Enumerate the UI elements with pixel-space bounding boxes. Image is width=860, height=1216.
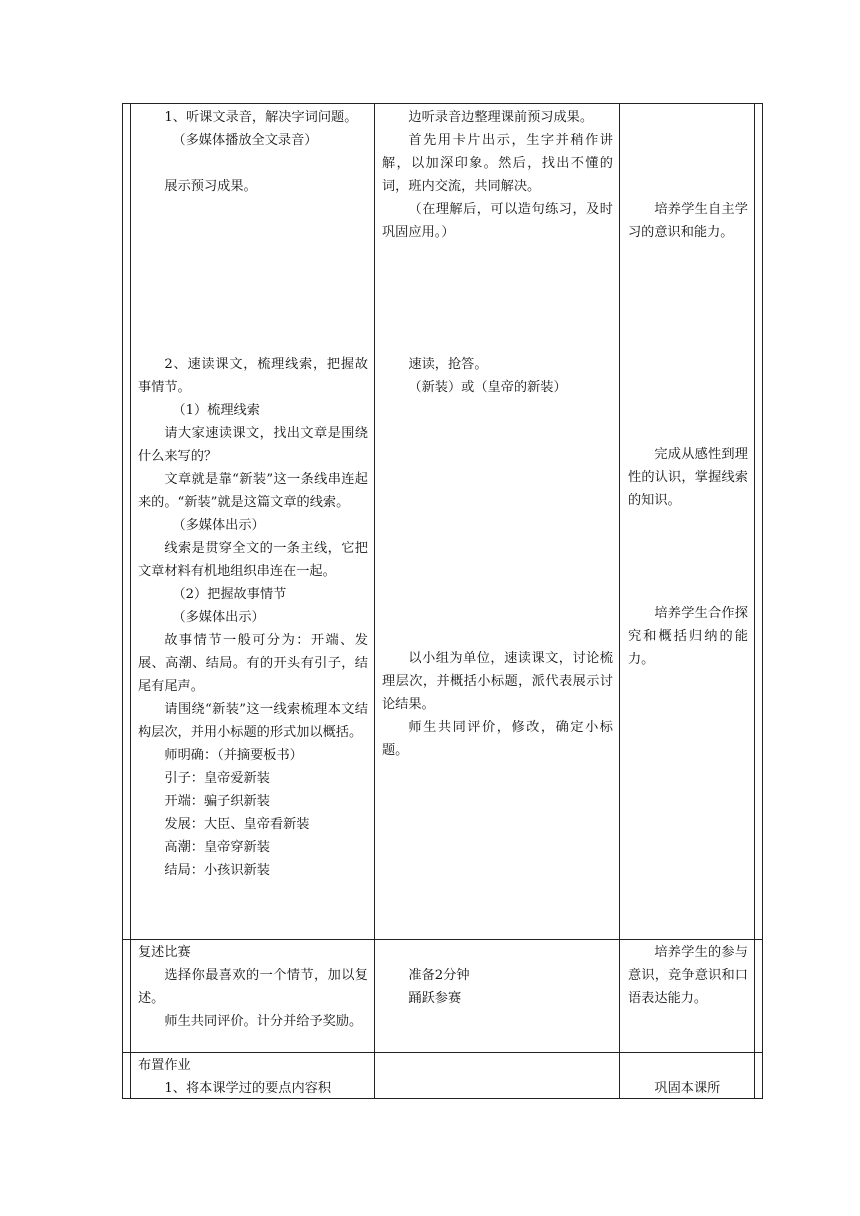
column-divider-2	[619, 103, 620, 1099]
table-border-left-inner	[130, 103, 131, 1099]
intent-perception: 完成从感性到理性的认识，掌握线索的知识。	[628, 447, 748, 508]
table-border-left-outer	[122, 103, 123, 1099]
homework-item-1: 1、将本课学过的要点内容积	[164, 1081, 332, 1096]
outline-climax: 高潮：皇帝穿新装	[164, 840, 270, 855]
row1-student-cell	[382, 106, 613, 244]
row3-intent-cell	[628, 941, 748, 1010]
teacher-clue-explain: 文章就是靠“新装”这一条线串连起来的。“新装”就是这篇文章的线索。	[138, 472, 368, 510]
homework-title: 布置作业	[138, 1058, 191, 1073]
retelling-contest-title: 复述比赛	[138, 945, 191, 960]
teacher-plot-stages: 故事情节一般可分为：开端、发展、高潮、结局。有的开头有引子，结尾有尾声。	[138, 633, 368, 694]
intent-cooperation: 培养学生合作探究和概括归纳的能力。	[628, 606, 748, 667]
row2-intent-cell-a	[628, 443, 748, 512]
teacher-media-note: （多媒体播放全文录音）	[172, 133, 318, 148]
student-answer: （新装）或（皇帝的新装）	[408, 380, 567, 395]
teacher-clue-definition: 线索是贯穿全文的一条主线，它把文章材料有机地组织串连在一起。	[138, 541, 368, 579]
teacher-step-1: 1、听课文录音，解决字词问题。	[164, 110, 358, 125]
student-card-explain: 首先用卡片出示，生字并稍作讲解，以加深印象。然后，找出不懂的词，班内交流，共同解决。	[382, 133, 613, 194]
student-evaluate: 师生共同评价，修改，确定小标题。	[382, 720, 613, 758]
teacher-clarify: 师明确：（并摘要板书）	[164, 748, 303, 763]
teacher-sub-1: （1）梳理线索	[172, 403, 260, 418]
outline-ending: 结局：小孩识新装	[164, 863, 270, 878]
outline-development: 发展：大臣、皇帝看新装	[164, 817, 310, 832]
student-participate: 踊跃参赛	[408, 991, 462, 1006]
retelling-instruction: 选择你最喜欢的一个情节，加以复述。	[138, 968, 368, 1006]
teacher-plot-task: 请围绕“新装”这一线索梳理本文结构层次，并用小标题的形式加以概括。	[138, 702, 368, 740]
row2-student-cell-b	[382, 647, 613, 762]
teacher-question: 请大家速读课文，找出文章是围绕什么来写的？	[138, 426, 368, 464]
outline-prologue: 引子：皇帝爱新装	[164, 771, 270, 786]
intent-participation: 培养学生的参与意识，竞争意识和口语表达能力。	[628, 945, 748, 1006]
column-divider-1	[374, 103, 375, 1099]
teacher-sub-2: （2）把握故事情节	[172, 587, 287, 602]
row3-student-cell	[382, 964, 613, 1010]
intent-consolidate: 巩固本课所	[654, 1081, 721, 1096]
student-preview: 边听录音边整理课前预习成果。	[408, 110, 594, 125]
student-prepare: 准备2分钟	[408, 968, 470, 983]
row2-teacher-cell	[138, 353, 368, 882]
teacher-media-note-2: （多媒体出示）	[172, 518, 265, 533]
student-sentence-practice: （在理解后，可以造句练习，及时巩固应用。）	[382, 202, 613, 240]
row4-intent-cell	[628, 1077, 748, 1100]
retelling-evaluation: 师生共同评价。计分并给予奖励。	[164, 1014, 363, 1029]
row4-teacher-cell	[138, 1054, 368, 1100]
student-group-work: 以小组为单位，速读课文，讨论梳理层次，并概括小标题，派代表展示讨论结果。	[382, 651, 613, 712]
table-border-top	[122, 103, 763, 104]
teacher-show-results: 展示预习成果。	[164, 179, 257, 194]
teacher-step-2: 2、速读课文，梳理线索，把握故事情节。	[138, 357, 368, 395]
teacher-media-note-3: （多媒体出示）	[172, 610, 265, 625]
row-divider-2	[122, 1052, 763, 1053]
row2-student-cell-a	[382, 353, 613, 399]
student-speed-read: 速读，抢答。	[408, 357, 488, 372]
intent-self-study: 培养学生自主学习的意识和能力。	[628, 202, 748, 240]
row2-intent-cell-b	[628, 602, 748, 671]
row3-teacher-cell	[138, 941, 368, 1033]
row-divider-1	[122, 939, 763, 940]
outline-beginning: 开端：骗子织新装	[164, 794, 270, 809]
row1-teacher-cell	[138, 106, 368, 198]
row1-intent-cell	[628, 198, 748, 244]
table-border-right-inner	[754, 103, 755, 1099]
table-border-right-outer	[762, 103, 763, 1099]
